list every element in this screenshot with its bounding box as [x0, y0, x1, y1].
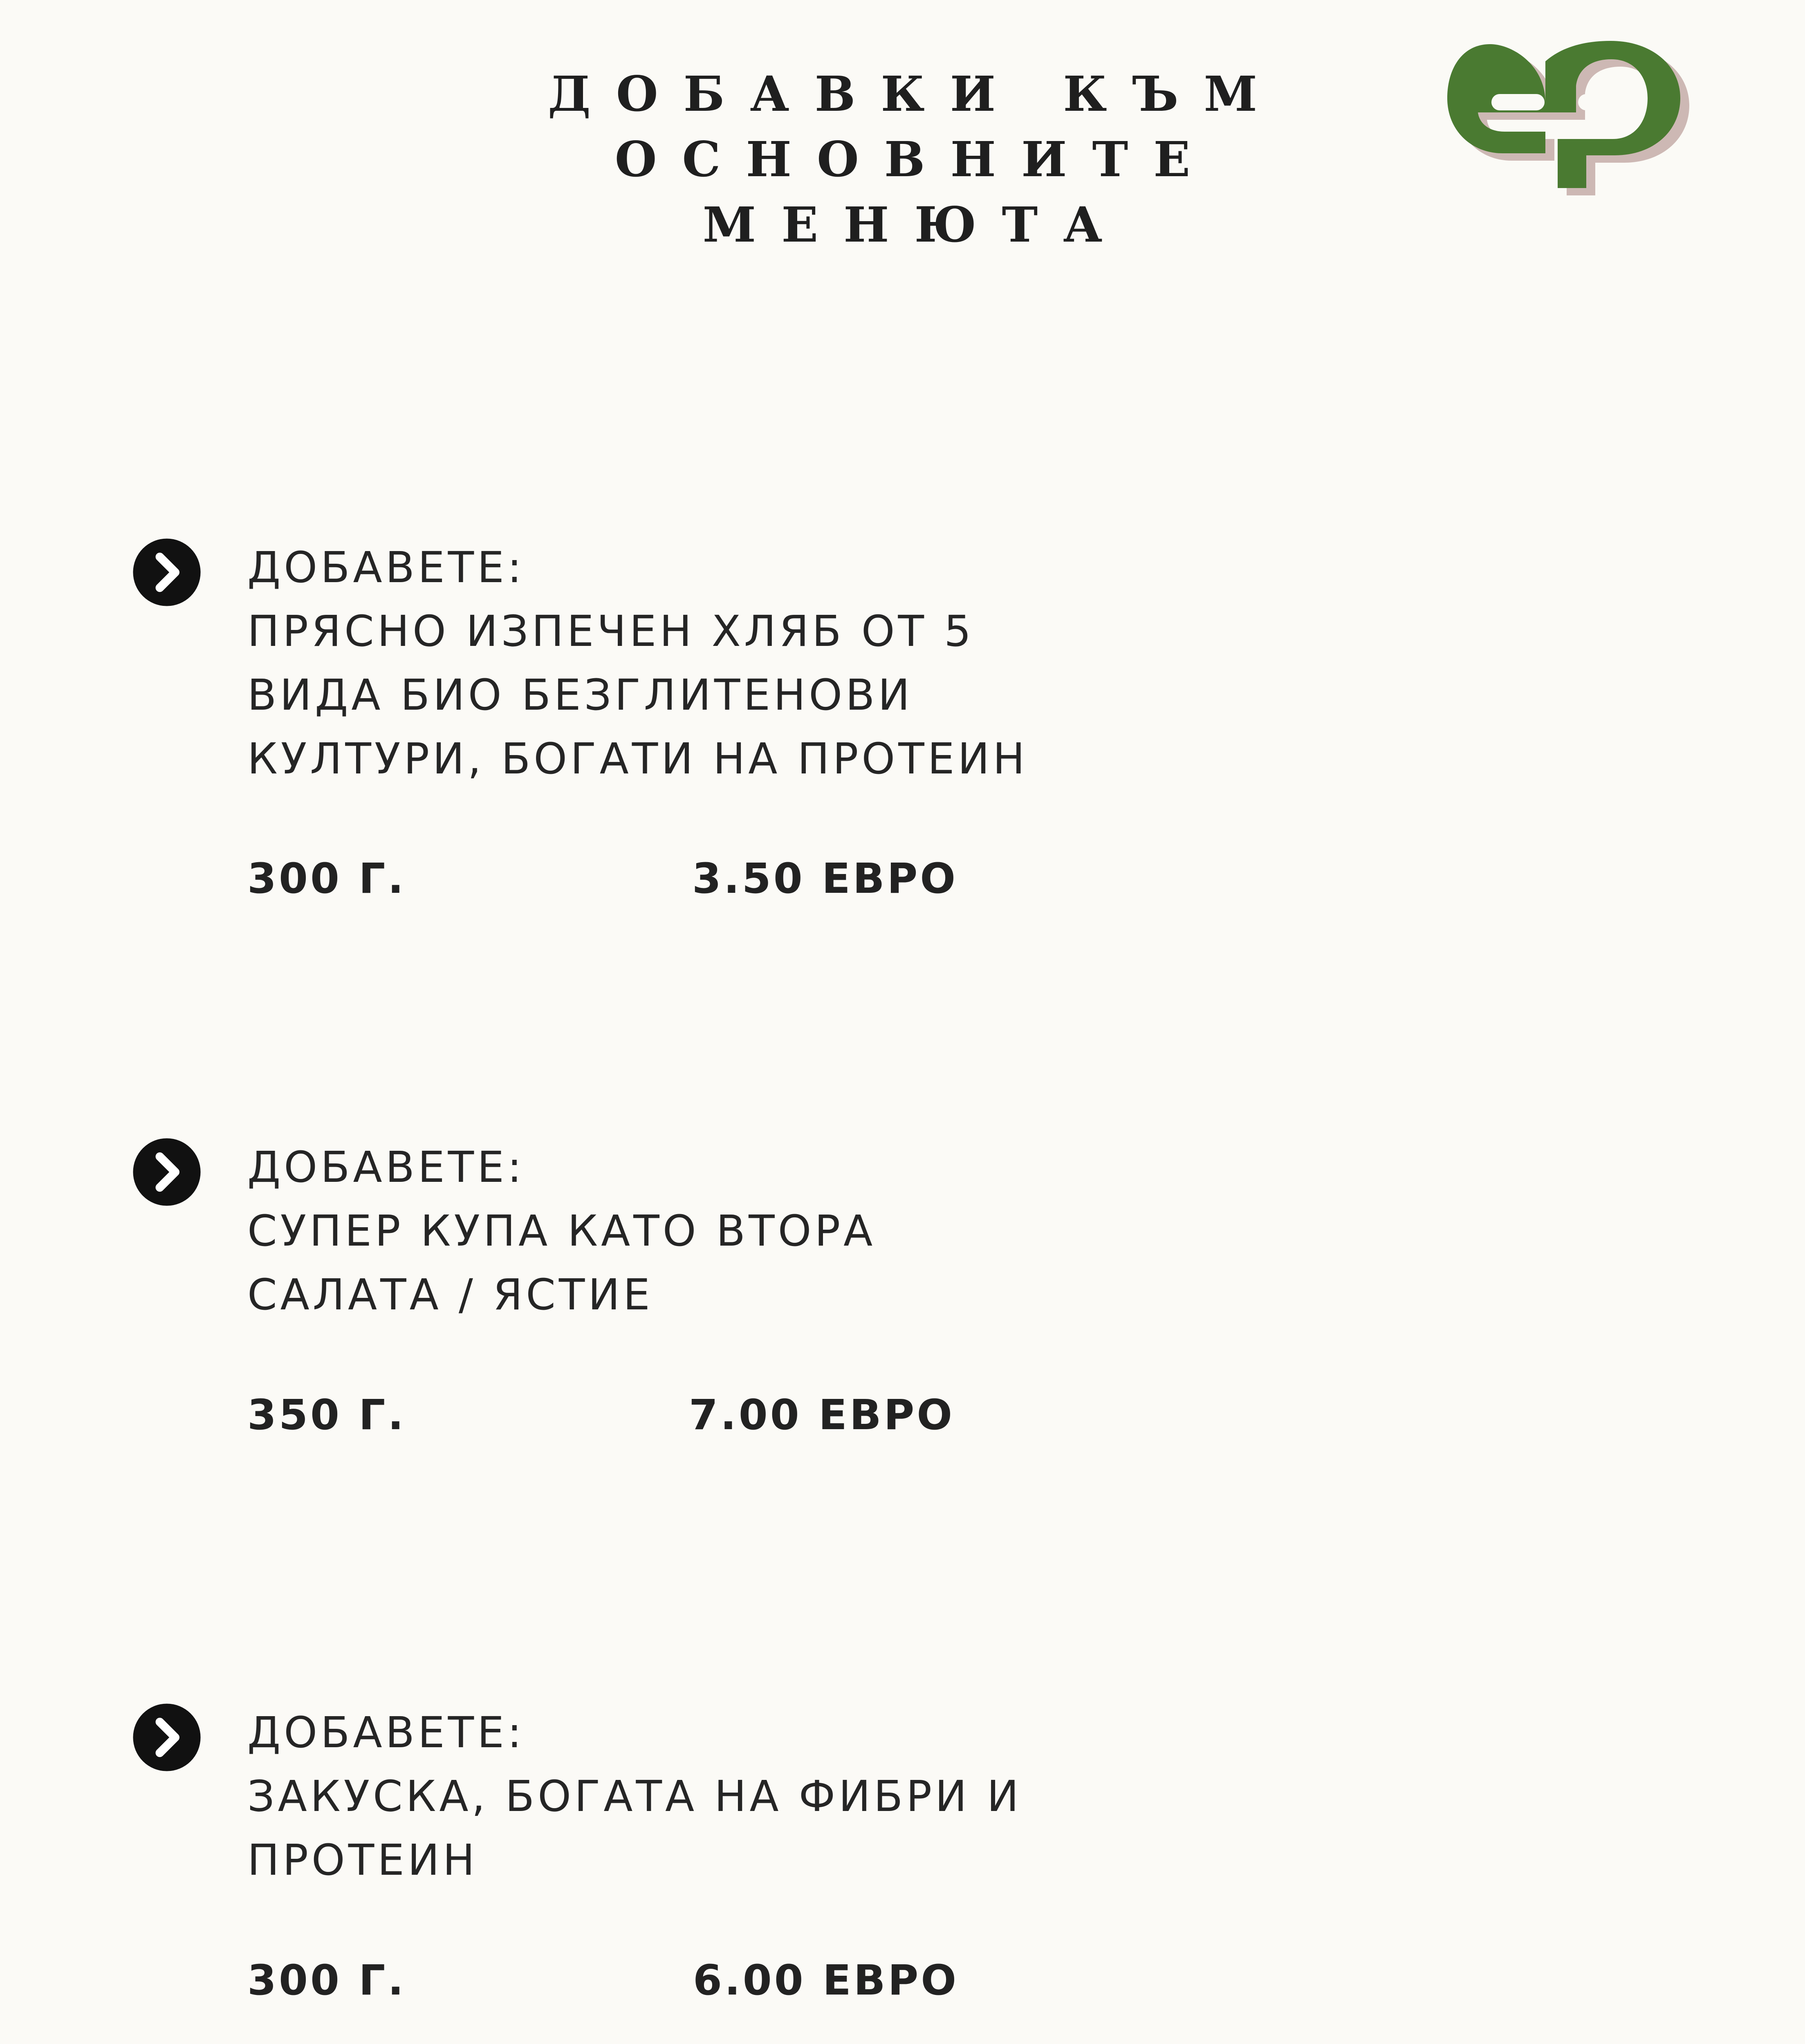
item-description [247, 1135, 1351, 1327]
item-price: 3.50 ЕВРО [692, 854, 958, 903]
item-description [247, 1701, 1351, 1892]
item-line: СУПЕР КУПА КАТО ВТОРА [247, 1206, 876, 1256]
item-line: КУЛТУРИ, БОГАТИ НА ПРОТЕИН [247, 734, 1028, 784]
item-label: ДОБАВЕТЕ: [247, 542, 525, 592]
item-weight: 300 Г. [247, 1956, 406, 2005]
item-price: 7.00 ЕВРО [689, 1391, 955, 1439]
item-description [247, 536, 1351, 791]
item-line: ПРОТЕИН [247, 1835, 478, 1885]
title-line-1: ДОБАВКИ КЪМ [547, 65, 1283, 122]
title-line-3: МЕНЮТА [702, 196, 1128, 253]
chevron-right-circle-icon [132, 537, 202, 607]
chevron-right-circle-icon [132, 1702, 202, 1773]
item-label: ДОБАВЕТЕ: [247, 1142, 525, 1192]
item-price: 6.00 ЕВРО [693, 1956, 959, 2005]
item-label: ДОБАВЕТЕ: [247, 1708, 525, 1757]
item-line: ПРЯСНО ИЗПЕЧЕН ХЛЯБ ОТ 5 [247, 606, 975, 656]
ep-logo-icon [1443, 37, 1705, 204]
title-line-2: ОСНОВНИТЕ [614, 131, 1216, 188]
item-line: САЛАТА / ЯСТИЕ [247, 1270, 653, 1320]
item-weight: 300 Г. [247, 854, 406, 903]
chevron-right-circle-icon [132, 1137, 202, 1207]
item-line: ВИДА БИО БЕЗГЛИТЕНОВИ [247, 670, 913, 720]
item-weight: 350 Г. [247, 1391, 406, 1439]
item-line: ЗАКУСКА, БОГАТА НА ФИБРИ И [247, 1771, 1022, 1821]
